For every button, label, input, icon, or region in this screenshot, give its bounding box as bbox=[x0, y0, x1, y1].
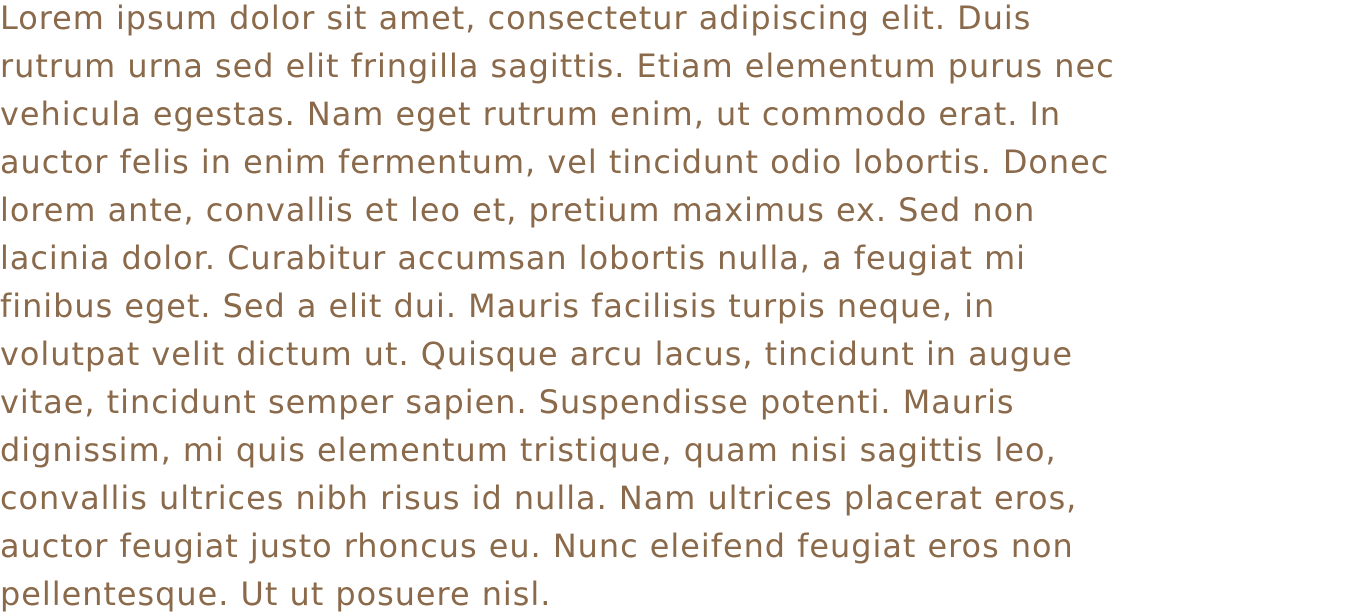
paragraph-line-3: vehicula egestas. Nam eget rutrum enim, ut commodo erat. In bbox=[0, 95, 1062, 133]
paragraph-line-9: vitae, tincidunt semper sapien. Suspendisse potenti. Mauris bbox=[0, 383, 1015, 421]
paragraph-line-12: auctor feugiat justo rhoncus eu. Nunc eleifend feugiat eros non bbox=[0, 527, 1074, 565]
paragraph-line-2: rutrum urna sed elit fringilla sagittis. Etiam elementum purus nec bbox=[0, 47, 1115, 85]
paragraph-line-13: pellentesque. Ut ut posuere nisl. bbox=[0, 575, 552, 613]
paragraph-line-11: convallis ultrices nibh risus id nulla. Nam ultrices placerat eros, bbox=[0, 479, 1078, 517]
paragraph-line-4: auctor felis in enim fermentum, vel tincidunt odio lobortis. Donec bbox=[0, 143, 1110, 181]
paragraph-line-10: dignissim, mi quis elementum tristique, quam nisi sagittis leo, bbox=[0, 431, 1057, 469]
paragraph-line-7: finibus eget. Sed a elit dui. Mauris facilisis turpis neque, in bbox=[0, 287, 996, 325]
paragraph-line-8: volutpat velit dictum ut. Quisque arcu lacus, tincidunt in augue bbox=[0, 335, 1073, 373]
paragraph-line-1: Lorem ipsum dolor sit amet, consectetur adipiscing elit. Duis bbox=[0, 0, 1032, 37]
paragraph-line-6: lacinia dolor. Curabitur accumsan lobortis nulla, a feugiat mi bbox=[0, 239, 1026, 277]
paragraph-line-5: lorem ante, convallis et leo et, pretium maximus ex. Sed non bbox=[0, 191, 1036, 229]
